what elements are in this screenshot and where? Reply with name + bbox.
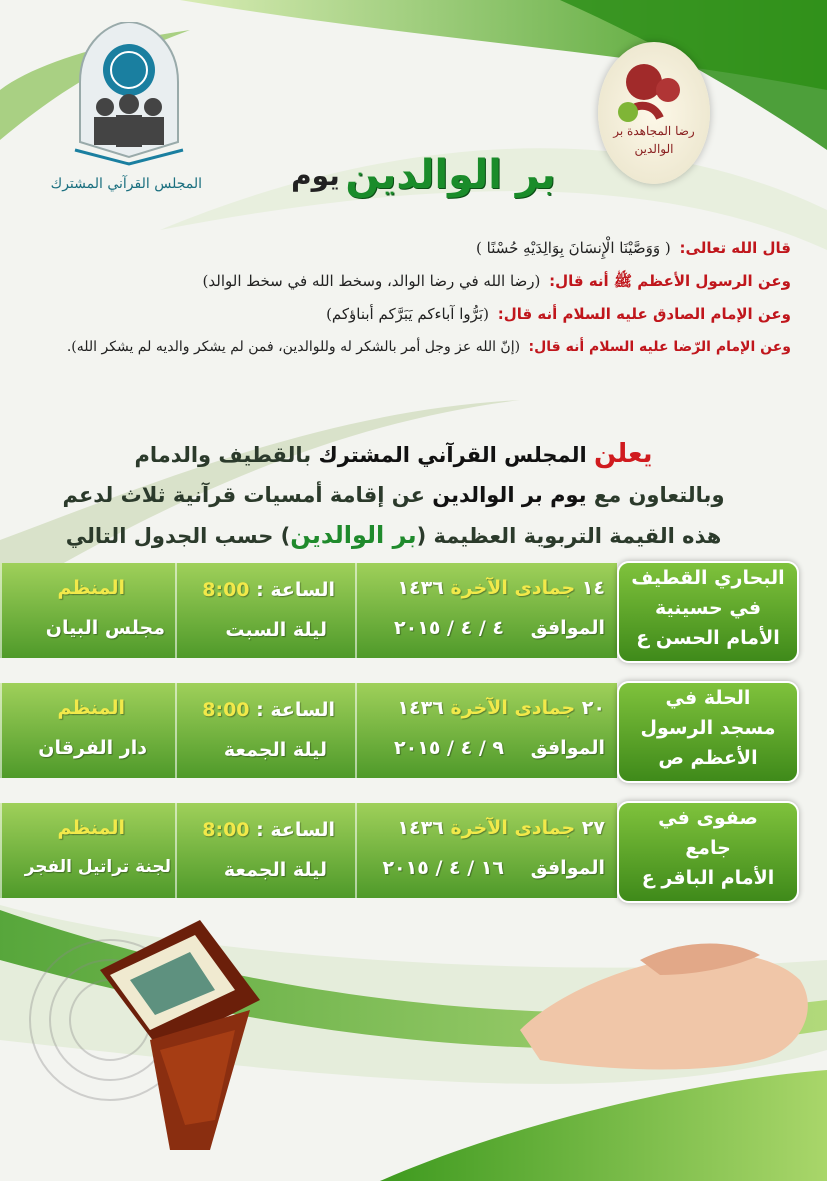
location-line: الأعظم ص: [658, 747, 758, 769]
council-name: المجلس القرآني المشترك: [318, 443, 587, 467]
time-line: [202, 579, 335, 601]
time-label: الساعة :: [256, 819, 335, 841]
organizer-cell: [0, 563, 177, 658]
hijri-year: ١٤٣٦: [397, 577, 444, 599]
organizer-name: مجلس البيان: [45, 617, 165, 639]
date-cell: [355, 563, 619, 658]
page-title: [0, 152, 827, 198]
agreed-label: الموافق: [530, 857, 605, 879]
greg-date: [394, 617, 605, 639]
night-label: ليلة الجمعة: [223, 859, 327, 881]
quote-line: [11, 232, 791, 265]
time-value: 8:00: [202, 579, 250, 601]
quotes-block: [11, 232, 791, 364]
announce-text: وبالتعاون مع: [593, 483, 725, 507]
time-cell: [175, 563, 357, 658]
time-label: الساعة :: [256, 699, 335, 721]
location-line: الحلة في: [665, 687, 751, 709]
announce-highlight: يوم بر الوالدين: [432, 483, 587, 507]
time-label: الساعة :: [256, 579, 335, 601]
time-line: [202, 819, 335, 841]
date-cell: [355, 683, 619, 778]
announcement-line-3: [0, 515, 787, 556]
location-line: البحاري القطيف: [631, 567, 785, 589]
quote-line: [11, 298, 791, 331]
night-label: ليلة الجمعة: [223, 739, 327, 761]
hijri-day: ٢٧: [581, 817, 605, 839]
quote-source: وعن الإمام الصادق عليه السلام أنه قال:: [497, 305, 791, 323]
hijri-month: جمادى الآخرة: [450, 817, 576, 839]
time-value: 8:00: [202, 819, 250, 841]
hijri-date: [397, 817, 605, 839]
date-cell: [355, 803, 619, 898]
quote-line: [11, 265, 791, 298]
announcement-line-2: [0, 475, 787, 515]
quote-source: وعن الإمام الرّضا عليه السلام أنه قال:: [528, 339, 791, 355]
quote-text: (رضا الله في رضا الوالد، وسخط الله في سخط الوالد): [202, 272, 541, 290]
night-label: ليلة السبت: [225, 619, 327, 641]
announcement-line-1: [0, 434, 787, 475]
time-value: 8:00: [202, 699, 250, 721]
announce-highlight: بر الوالدين: [290, 521, 417, 549]
location-badge: [617, 801, 799, 903]
announce-text: عن إقامة أمسيات قرآنية ثلاث لدعم: [62, 483, 425, 507]
quote-source: قال الله تعالى:: [679, 239, 791, 257]
title-prefix: يوم: [291, 158, 340, 192]
time-line: [202, 699, 335, 721]
organizer-name: لجنة تراتيل الفجر: [24, 857, 171, 877]
announce-verb: يعلن: [594, 439, 653, 469]
organizer-cell: [0, 803, 177, 898]
location-line: مسجد الرسول: [640, 717, 776, 739]
quote-line: [11, 331, 791, 364]
quote-source: وعن الرسول الأعظم ﷺ أنه قال:: [549, 272, 791, 290]
hijri-date: [397, 697, 605, 719]
council-logo-text: المجلس القرآني المشترك: [50, 176, 202, 192]
announce-text: ) حسب الجدول التالي: [65, 524, 291, 548]
location-badge: [617, 561, 799, 663]
hijri-day: ١٤: [581, 577, 605, 599]
council-location: بالقطيف والدمام: [134, 443, 312, 467]
campaign-logo-text: رضا المجاهدة بر الوالدين: [613, 124, 695, 156]
organizer-label: المنظم: [57, 577, 125, 599]
time-cell: [175, 803, 357, 898]
greg-value: ٤ / ٤ / ٢٠١٥: [394, 617, 504, 639]
announce-text: هذه القيمة التربوية العظيمة (: [416, 524, 722, 548]
greg-date: [382, 857, 605, 879]
hijri-day: ٢٠: [581, 697, 605, 719]
location-line: الأمام الحسن ع: [636, 627, 780, 649]
location-line: في حسينية: [654, 597, 762, 619]
location-line: جامع: [685, 837, 731, 859]
greg-value: ٩ / ٤ / ٢٠١٥: [394, 737, 504, 759]
organizer-name: دار الفرقان: [38, 737, 147, 759]
agreed-label: الموافق: [530, 617, 605, 639]
announcement: [0, 434, 787, 556]
location-line: الأمام الباقر ع: [641, 867, 775, 889]
location-line: صفوى في: [658, 807, 758, 829]
hijri-month: جمادى الآخرة: [450, 697, 576, 719]
time-cell: [175, 683, 357, 778]
hijri-month: جمادى الآخرة: [450, 577, 576, 599]
hijri-year: ١٤٣٦: [397, 697, 444, 719]
quote-text: ( وَوَصَّيْنَا الْإِنسَانَ بِوَالِدَيْهِ حُسْنًا ): [476, 239, 671, 257]
greg-date: [394, 737, 605, 759]
organizer-cell: [0, 683, 177, 778]
title-main: بر الوالدين: [345, 152, 556, 198]
greg-value: ١٦ / ٤ / ٢٠١٥: [382, 857, 504, 879]
agreed-label: الموافق: [530, 737, 605, 759]
quote-text: (بَرُّوا آباءكم يَبَرَّكم أبناؤكم): [326, 305, 489, 323]
location-badge: [617, 681, 799, 783]
organizer-label: المنظم: [57, 817, 125, 839]
hijri-date: [397, 577, 605, 599]
hijri-year: ١٤٣٦: [397, 817, 444, 839]
organizer-label: المنظم: [57, 697, 125, 719]
quote-text: (إنّ الله عز وجل أمر بالشكر له وللوالدين، فمن لم يشكر والديه لم يشكر الله).: [66, 339, 521, 355]
